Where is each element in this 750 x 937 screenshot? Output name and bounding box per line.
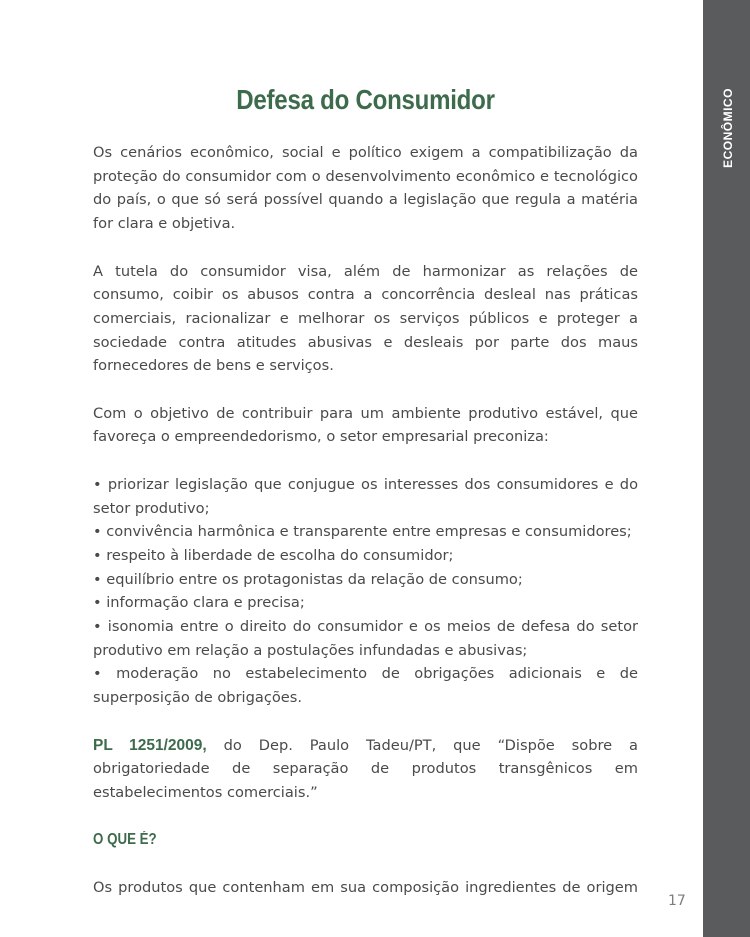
bill-paragraph (93, 734, 638, 805)
list-item: • convivência harmônica e transparente entre empresas e consumidores; (93, 523, 632, 541)
list-item: • informação clara e precisa; (93, 594, 305, 612)
section-label: ECONÔMICO (721, 88, 735, 168)
list-item: • respeito à liberdade de escolha do consumidor; (93, 546, 454, 564)
paragraph-objective: Com o objetivo de contribuir para um ambiente produtivo estável, que favoreça o empreendedorismo, o setor empresarial preconiza: (93, 404, 638, 446)
bill-code: PL 1251/2009, (93, 736, 207, 754)
article-body (93, 141, 638, 899)
subheading-what-is-it: O QUE É? (93, 831, 157, 849)
paragraph-intro: Os cenários econômico, social e político exigem a compatibilização da proteção do consumidor com o desenvolvimento econômico e tecnológico do país, o que só será possível quando a legislação que regula a matéria for clara e objetiva. (93, 144, 638, 233)
bullet-list (93, 473, 638, 710)
paragraph-consumer-protection: A tutela do consumidor visa, além de harmonizar as relações de consumo, coibir os abusos contra a concorrência desleal nas práticas comerciais, racionalizar e melhorar os serviços públicos e proteger a sociedade contra atitudes abusivas e desleais por parte dos maus fornecedores de bens e serviços. (93, 262, 638, 375)
list-item: • equilíbrio entre os protagonistas da relação de consumo; (93, 570, 523, 588)
list-item: • isonomia entre o direito do consumidor e os meios de defesa do setor produtivo em relação a postulações infundadas e abusivas; (93, 618, 638, 659)
list-item: • moderação no estabelecimento de obrigações adicionais e de superposição de obrigações. (93, 665, 638, 707)
bill-description: do Dep. Paulo Tadeu/PT, que “Dispõe sobre a obrigatoriedade de separação de produtos transgênicos em estabelecimentos comerciais.” (93, 736, 638, 801)
paragraph-final: Os produtos que contenham em sua composição ingredientes de origem (93, 878, 638, 896)
subheading-wrapper (93, 828, 638, 852)
page-title: Defesa do Consumidor (236, 84, 495, 115)
page-number: 17 (668, 893, 686, 909)
list-item: • priorizar legislação que conjugue os interesses dos consumidores e do setor produtivo; (93, 475, 638, 517)
